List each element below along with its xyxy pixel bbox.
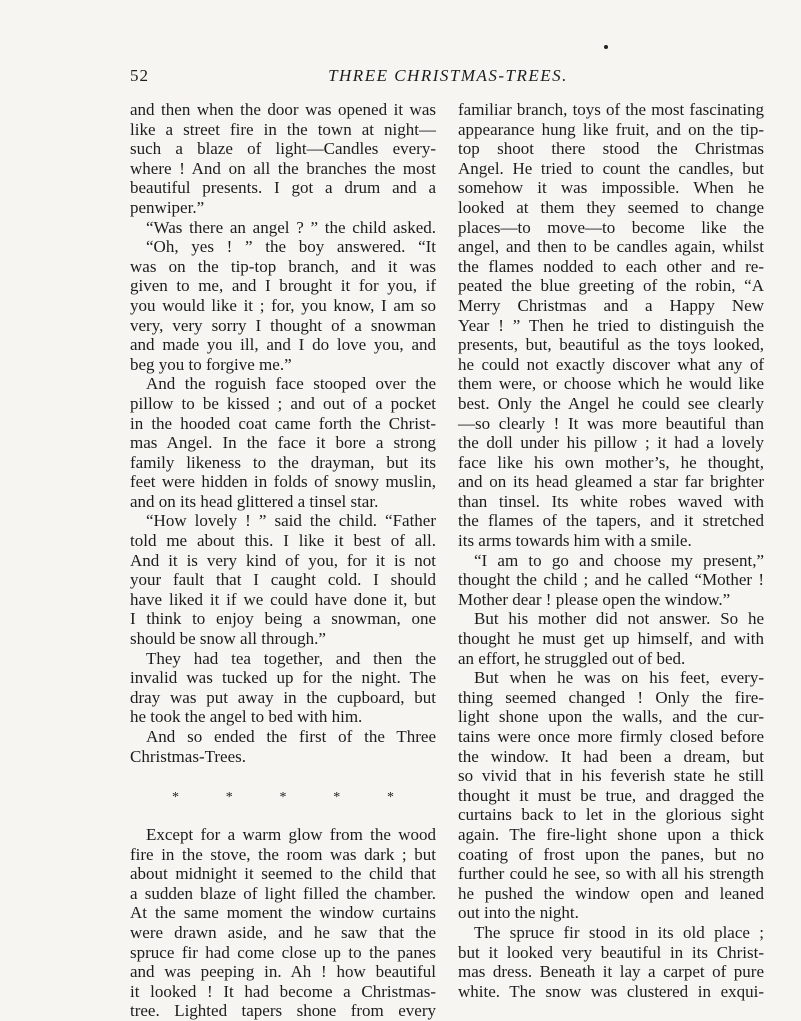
asterism-mark: *	[387, 789, 394, 805]
text-line: told me about this. I like it best of all.	[130, 531, 436, 551]
text-line: a sudden blaze of light filled the chamber.	[130, 883, 436, 903]
text-line: white. The snow was clustered in exqui-	[458, 981, 764, 1001]
text-line: and was peeping in. Ah ! how beautiful	[130, 962, 436, 982]
text-line: curtains back to let in the glorious sight	[458, 805, 764, 825]
text-line: face like his own mother’s, he thought,	[458, 452, 764, 472]
text-line: your fault that I caught cold. I should	[130, 570, 436, 590]
text-line: them were, or choose which he would like	[458, 374, 764, 394]
text-line: and on its head glittered a tinsel star.	[130, 491, 379, 511]
text-line: thing seemed changed ! Only the fire-	[458, 687, 764, 707]
text-line: the flames nodded to each other and re-	[458, 256, 764, 276]
text-line: mas dress. Beneath it lay a carpet of pure	[458, 962, 764, 982]
text-line: and on its head gleamed a star far brighter	[458, 472, 764, 492]
text-line: looked at them they seemed to change	[458, 197, 764, 217]
text-line: like a street fire in the town at night—	[130, 119, 436, 139]
text-line: out into the night.	[458, 903, 579, 923]
text-line: family likeness to the drayman, but its	[130, 452, 436, 472]
page-number: 52	[130, 66, 149, 85]
text-line: “I am to go and choose my present,”	[474, 550, 764, 570]
text-line: was on the tip-top branch, and it was	[130, 256, 436, 276]
text-line: invalid was tucked up for the night. The	[130, 668, 436, 688]
text-line: have liked it if we could have done it, but	[130, 589, 436, 609]
running-title: THREE CHRISTMAS-TREES.	[328, 66, 568, 85]
text-line: such a blaze of light—Candles every-	[130, 139, 436, 159]
text-line: its arms towards him with a smile.	[458, 531, 692, 551]
text-line: And the roguish face stooped over the	[146, 374, 436, 394]
text-line: peated the blue greeting of the robin, “A	[458, 276, 764, 296]
text-line: beautiful presents. I got a drum and a	[130, 178, 436, 198]
text-line: beg you to forgive me.”	[130, 354, 292, 374]
text-line: coating of frost upon the panes, but no	[458, 844, 764, 864]
text-line: the doll under his pillow ; it had a lovely	[458, 433, 764, 453]
asterism-mark: *	[172, 789, 179, 805]
text-line: angel, and then to be candles again, whilst	[458, 237, 764, 257]
text-line: an effort, he struggled out of bed.	[458, 648, 686, 668]
text-line: pillow to be kissed ; and out of a pocket	[130, 393, 436, 413]
page-header	[130, 66, 766, 90]
right-column	[458, 100, 764, 1001]
text-line: it looked ! It had become a Christmas-	[130, 981, 436, 1001]
text-line: “Was there an angel ? ” the child asked.	[146, 217, 436, 237]
text-line: so vivid that in his feverish state he still	[458, 766, 764, 786]
text-line: I think to enjoy being a snowman, one	[130, 609, 436, 629]
text-line: than tinsel. Its white robes waved with	[458, 491, 764, 511]
text-line: the window. It had been a dream, but	[458, 746, 764, 766]
text-line: in the hooded coat came forth the Christ-	[130, 413, 436, 433]
text-line: At the same moment the window curtains	[130, 903, 436, 923]
text-line: appearance hung like fruit, and on the tip-	[458, 119, 764, 139]
text-line: familiar branch, toys of the most fascinating	[458, 100, 764, 119]
text-line: given to me, and I brought it for you, if	[130, 276, 436, 296]
text-line: Merry Christmas and a Happy New	[458, 295, 764, 315]
text-line: thought he must get up himself, and with	[458, 629, 764, 649]
text-line: places—to move—to become like the	[458, 217, 764, 237]
text-line: the flames of the tapers, and it stretched	[458, 511, 764, 531]
asterism-mark: *	[279, 789, 287, 805]
text-line: thought it must be true, and dragged the	[458, 785, 764, 805]
text-line: further could he see, so with all his strength	[458, 864, 764, 884]
text-line: he could not exactly discover what any of	[458, 354, 764, 374]
text-line: you would like it ; for, you know, I am so	[130, 295, 436, 315]
text-line: —so clearly ! It was more beautiful than	[458, 413, 764, 433]
text-line: penwiper.”	[130, 197, 205, 217]
text-line: he took the angel to bed with him.	[130, 707, 363, 727]
spacer	[130, 766, 436, 786]
text-line: But when he was on his feet, every-	[474, 668, 764, 688]
text-line: tains were once more firmly closed before	[458, 727, 764, 746]
print-speck	[604, 45, 608, 49]
text-line: And so ended the first of the Three	[146, 727, 436, 746]
text-line: “Oh, yes ! ” the boy answered. “It	[146, 237, 436, 257]
text-line: mas Angel. In the face it bore a strong	[130, 433, 436, 453]
text-line: “How lovely ! ” said the child. “Father	[146, 511, 436, 531]
text-line: but it looked very beautiful in its Christ-	[458, 942, 764, 962]
text-line: were drawn aside, and he saw that the	[130, 922, 436, 942]
asterism-mark: *	[333, 789, 341, 805]
text-line: spruce fir had come close up to the panes	[130, 942, 436, 962]
text-line: somehow it was impossible. When he	[458, 178, 764, 198]
text-line: Mother dear ! please open the window.”	[458, 589, 731, 609]
text-line: They had tea together, and then the	[146, 648, 436, 668]
text-line: should be snow all through.”	[130, 629, 326, 649]
text-line: very, very sorry I thought of a snowman	[130, 315, 436, 335]
text-line: and then when the door was opened it was	[130, 100, 436, 119]
text-line: again. The fire-light shone upon a thick	[458, 824, 764, 844]
text-line: fire in the stove, the room was dark ; but	[130, 844, 436, 864]
text-line: light shone upon the walls, and the cur-	[458, 707, 764, 727]
text-line: where ! And on all the branches the most	[130, 158, 436, 178]
spacer	[130, 805, 436, 825]
text-line: about midnight it seemed to the child that	[130, 864, 436, 884]
asterism-mark: *	[225, 789, 233, 805]
text-line: best. Only the Angel he could see clearly	[458, 393, 764, 413]
text-line: feet were hidden in folds of snowy muslin,	[130, 472, 436, 492]
text-line: dray was put away in the cupboard, but	[130, 687, 436, 707]
text-line: But his mother did not answer. So he	[474, 609, 764, 629]
text-line: The spruce fir stood in its old place ;	[474, 922, 764, 942]
text-line: Year ! ” Then he tried to distinguish the	[458, 315, 764, 335]
text-line: Except for a warm glow from the wood	[146, 824, 436, 844]
text-line: And it is very kind of you, for it is not	[130, 550, 436, 570]
section-break	[130, 786, 436, 806]
text-line: presents, but, beautiful as the toys looked,	[458, 335, 764, 355]
text-line: top shoot there stood the Christmas	[458, 139, 764, 159]
text-line: Christmas-Trees.	[130, 746, 247, 766]
text-line: tree. Lighted tapers shone from every	[130, 1001, 436, 1021]
text-line: and made you ill, and I do love you, and	[130, 335, 436, 355]
text-line: he pushed the window open and leaned	[458, 883, 764, 903]
left-column	[130, 100, 436, 1021]
text-line: Angel. He tried to count the candles, but	[458, 158, 764, 178]
text-line: thought the child ; and he called “Mother !	[458, 570, 764, 590]
